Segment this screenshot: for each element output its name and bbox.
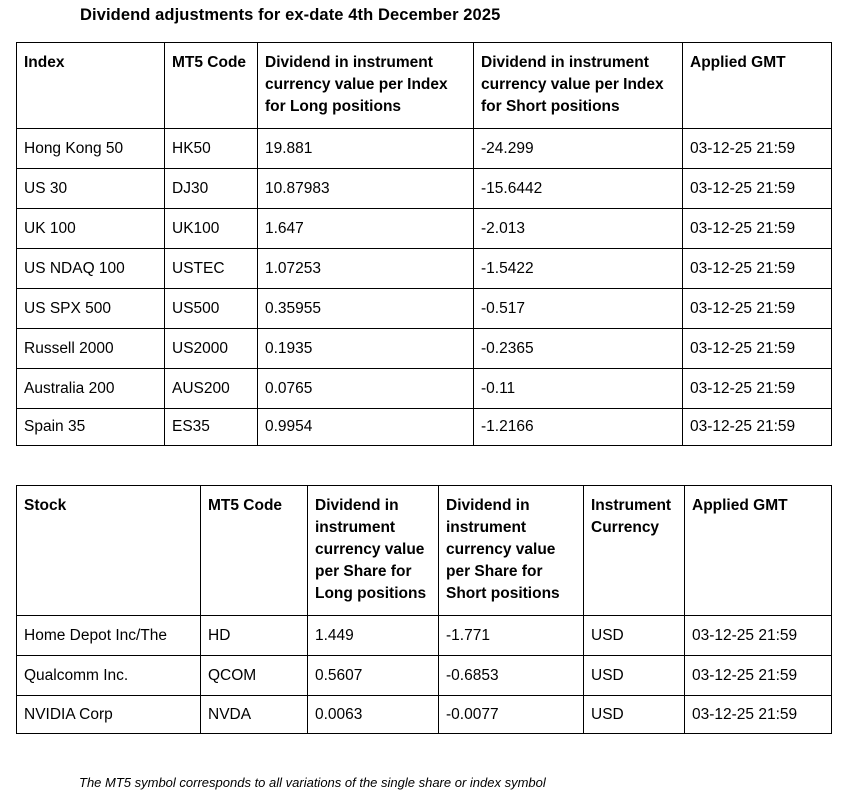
applied-gmt-cell: 03-12-25 21:59 (683, 369, 832, 409)
stock-header-short-dividend: Dividend in instrument currency value per Share for Short positions (439, 486, 584, 616)
long-dividend-cell: 1.07253 (258, 249, 474, 289)
index-name-cell: US NDAQ 100 (17, 249, 165, 289)
mt5-code-cell: HK50 (165, 129, 258, 169)
short-dividend-cell: -0.2365 (474, 329, 683, 369)
long-dividend-cell: 0.9954 (258, 409, 474, 446)
index-header-applied-gmt: Applied GMT (683, 43, 832, 129)
mt5-code-cell: NVDA (201, 696, 308, 734)
index-name-cell: US 30 (17, 169, 165, 209)
short-dividend-cell: -0.6853 (439, 656, 584, 696)
stock-table-header-row (17, 486, 832, 616)
long-dividend-cell: 0.1935 (258, 329, 474, 369)
short-dividend-cell: -0.11 (474, 369, 683, 409)
index-name-cell: Australia 200 (17, 369, 165, 409)
table-row (17, 129, 832, 169)
long-dividend-cell: 0.5607 (308, 656, 439, 696)
stock-header-mt5-code: MT5 Code (201, 486, 308, 616)
stock-name-cell: NVIDIA Corp (17, 696, 201, 734)
short-dividend-cell: -1.5422 (474, 249, 683, 289)
index-table-header-row (17, 43, 832, 129)
index-header-short-dividend: Dividend in instrument currency value per Index for Short positions (474, 43, 683, 129)
table-row (17, 409, 832, 446)
table-row (17, 369, 832, 409)
index-name-cell: US SPX 500 (17, 289, 165, 329)
applied-gmt-cell: 03-12-25 21:59 (683, 289, 832, 329)
mt5-code-cell: ES35 (165, 409, 258, 446)
short-dividend-cell: -0.0077 (439, 696, 584, 734)
long-dividend-cell: 19.881 (258, 129, 474, 169)
applied-gmt-cell: 03-12-25 21:59 (685, 656, 832, 696)
table-row (17, 696, 832, 734)
mt5-code-cell: US2000 (165, 329, 258, 369)
index-name-cell: Russell 2000 (17, 329, 165, 369)
applied-gmt-cell: 03-12-25 21:59 (685, 616, 832, 656)
table-row (17, 249, 832, 289)
applied-gmt-cell: 03-12-25 21:59 (683, 169, 832, 209)
index-name-cell: Spain 35 (17, 409, 165, 446)
index-name-cell: UK 100 (17, 209, 165, 249)
currency-cell: USD (584, 656, 685, 696)
applied-gmt-cell: 03-12-25 21:59 (683, 129, 832, 169)
short-dividend-cell: -1.2166 (474, 409, 683, 446)
stock-name-cell: Qualcomm Inc. (17, 656, 201, 696)
mt5-code-cell: UK100 (165, 209, 258, 249)
short-dividend-cell: -0.517 (474, 289, 683, 329)
stock-dividend-table (16, 485, 832, 734)
index-header-index: Index (17, 43, 165, 129)
footnote: The MT5 symbol corresponds to all variations of the single share or index symbol (79, 775, 546, 790)
index-name-cell: Hong Kong 50 (17, 129, 165, 169)
long-dividend-cell: 0.35955 (258, 289, 474, 329)
currency-cell: USD (584, 616, 685, 656)
table-row (17, 616, 832, 656)
mt5-code-cell: QCOM (201, 656, 308, 696)
mt5-code-cell: AUS200 (165, 369, 258, 409)
index-header-long-dividend: Dividend in instrument currency value per Index for Long positions (258, 43, 474, 129)
table-row (17, 329, 832, 369)
table-row (17, 209, 832, 249)
currency-cell: USD (584, 696, 685, 734)
mt5-code-cell: US500 (165, 289, 258, 329)
mt5-code-cell: DJ30 (165, 169, 258, 209)
table-row (17, 169, 832, 209)
stock-header-stock: Stock (17, 486, 201, 616)
short-dividend-cell: -2.013 (474, 209, 683, 249)
applied-gmt-cell: 03-12-25 21:59 (683, 249, 832, 289)
stock-name-cell: Home Depot Inc/The (17, 616, 201, 656)
short-dividend-cell: -15.6442 (474, 169, 683, 209)
long-dividend-cell: 1.647 (258, 209, 474, 249)
applied-gmt-cell: 03-12-25 21:59 (683, 329, 832, 369)
applied-gmt-cell: 03-12-25 21:59 (683, 409, 832, 446)
short-dividend-cell: -1.771 (439, 616, 584, 656)
applied-gmt-cell: 03-12-25 21:59 (683, 209, 832, 249)
long-dividend-cell: 0.0063 (308, 696, 439, 734)
applied-gmt-cell: 03-12-25 21:59 (685, 696, 832, 734)
mt5-code-cell: USTEC (165, 249, 258, 289)
index-header-mt5-code: MT5 Code (165, 43, 258, 129)
long-dividend-cell: 10.87983 (258, 169, 474, 209)
table-row (17, 289, 832, 329)
table-row (17, 656, 832, 696)
mt5-code-cell: HD (201, 616, 308, 656)
long-dividend-cell: 1.449 (308, 616, 439, 656)
document-title: Dividend adjustments for ex-date 4th December 2025 (80, 6, 501, 24)
stock-header-long-dividend: Dividend in instrument currency value per Share for Long positions (308, 486, 439, 616)
stock-header-applied-gmt: Applied GMT (685, 486, 832, 616)
long-dividend-cell: 0.0765 (258, 369, 474, 409)
short-dividend-cell: -24.299 (474, 129, 683, 169)
stock-header-instrument-currency: Instrument Currency (584, 486, 685, 616)
index-dividend-table (16, 42, 832, 446)
